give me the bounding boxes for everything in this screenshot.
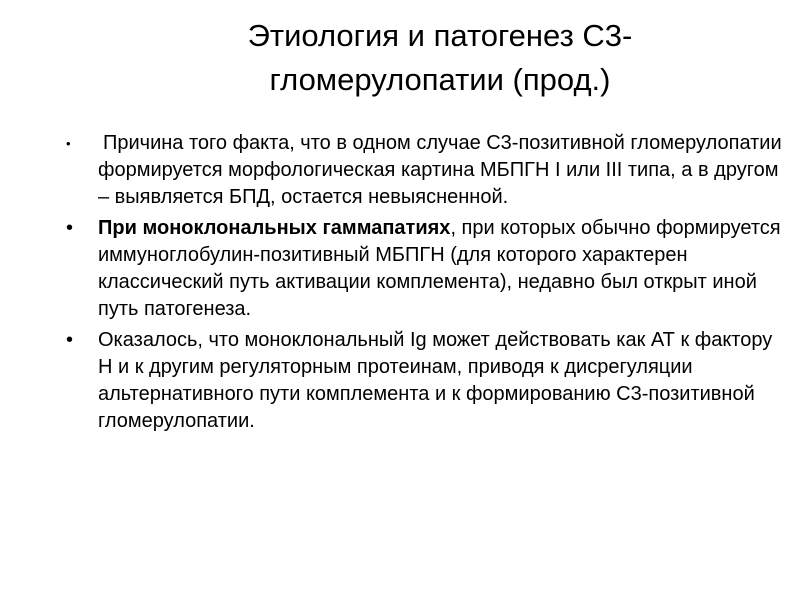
- bullet-marker: •: [66, 136, 71, 151]
- slide-title-line-1: Этиология и патогенез С3-: [247, 18, 633, 53]
- bullet-item-3: [66, 327, 786, 435]
- bullet-bold-text-2: При моноклональных гаммапатиях: [98, 217, 451, 239]
- bullet-item-1: [66, 130, 786, 211]
- bullet-list: [66, 130, 786, 439]
- bullet-marker: •: [66, 217, 74, 239]
- slide-title-line-2: гломерулопатии (прод.): [269, 62, 611, 97]
- bullet-text-2: , при которых обычно формируется иммуноглобулин-позитивный МБПГН (для которого характерен классический путь активации комплемента), недавно был открыт иной путь патогенеза.: [98, 217, 781, 320]
- slide-title: [180, 14, 700, 102]
- bullet-text-1: Причина того факта, что в одном случае С3-позитивной гломерулопатии формируется морфологическая картина МБПГН I или III типа, а в другом – выявляется БПД, остается невыясненной.: [98, 132, 782, 208]
- bullet-item-2: [66, 215, 786, 323]
- bullet-marker: •: [66, 329, 74, 351]
- bullet-text-3: Оказалось, что моноклональный Ig может действовать как АТ к фактору Н и к другим регуляторным протеинам, приводя к дисрегуляции альтернативного пути комплемента и к формированию С3-позитивной гломерулопатии.: [98, 329, 773, 432]
